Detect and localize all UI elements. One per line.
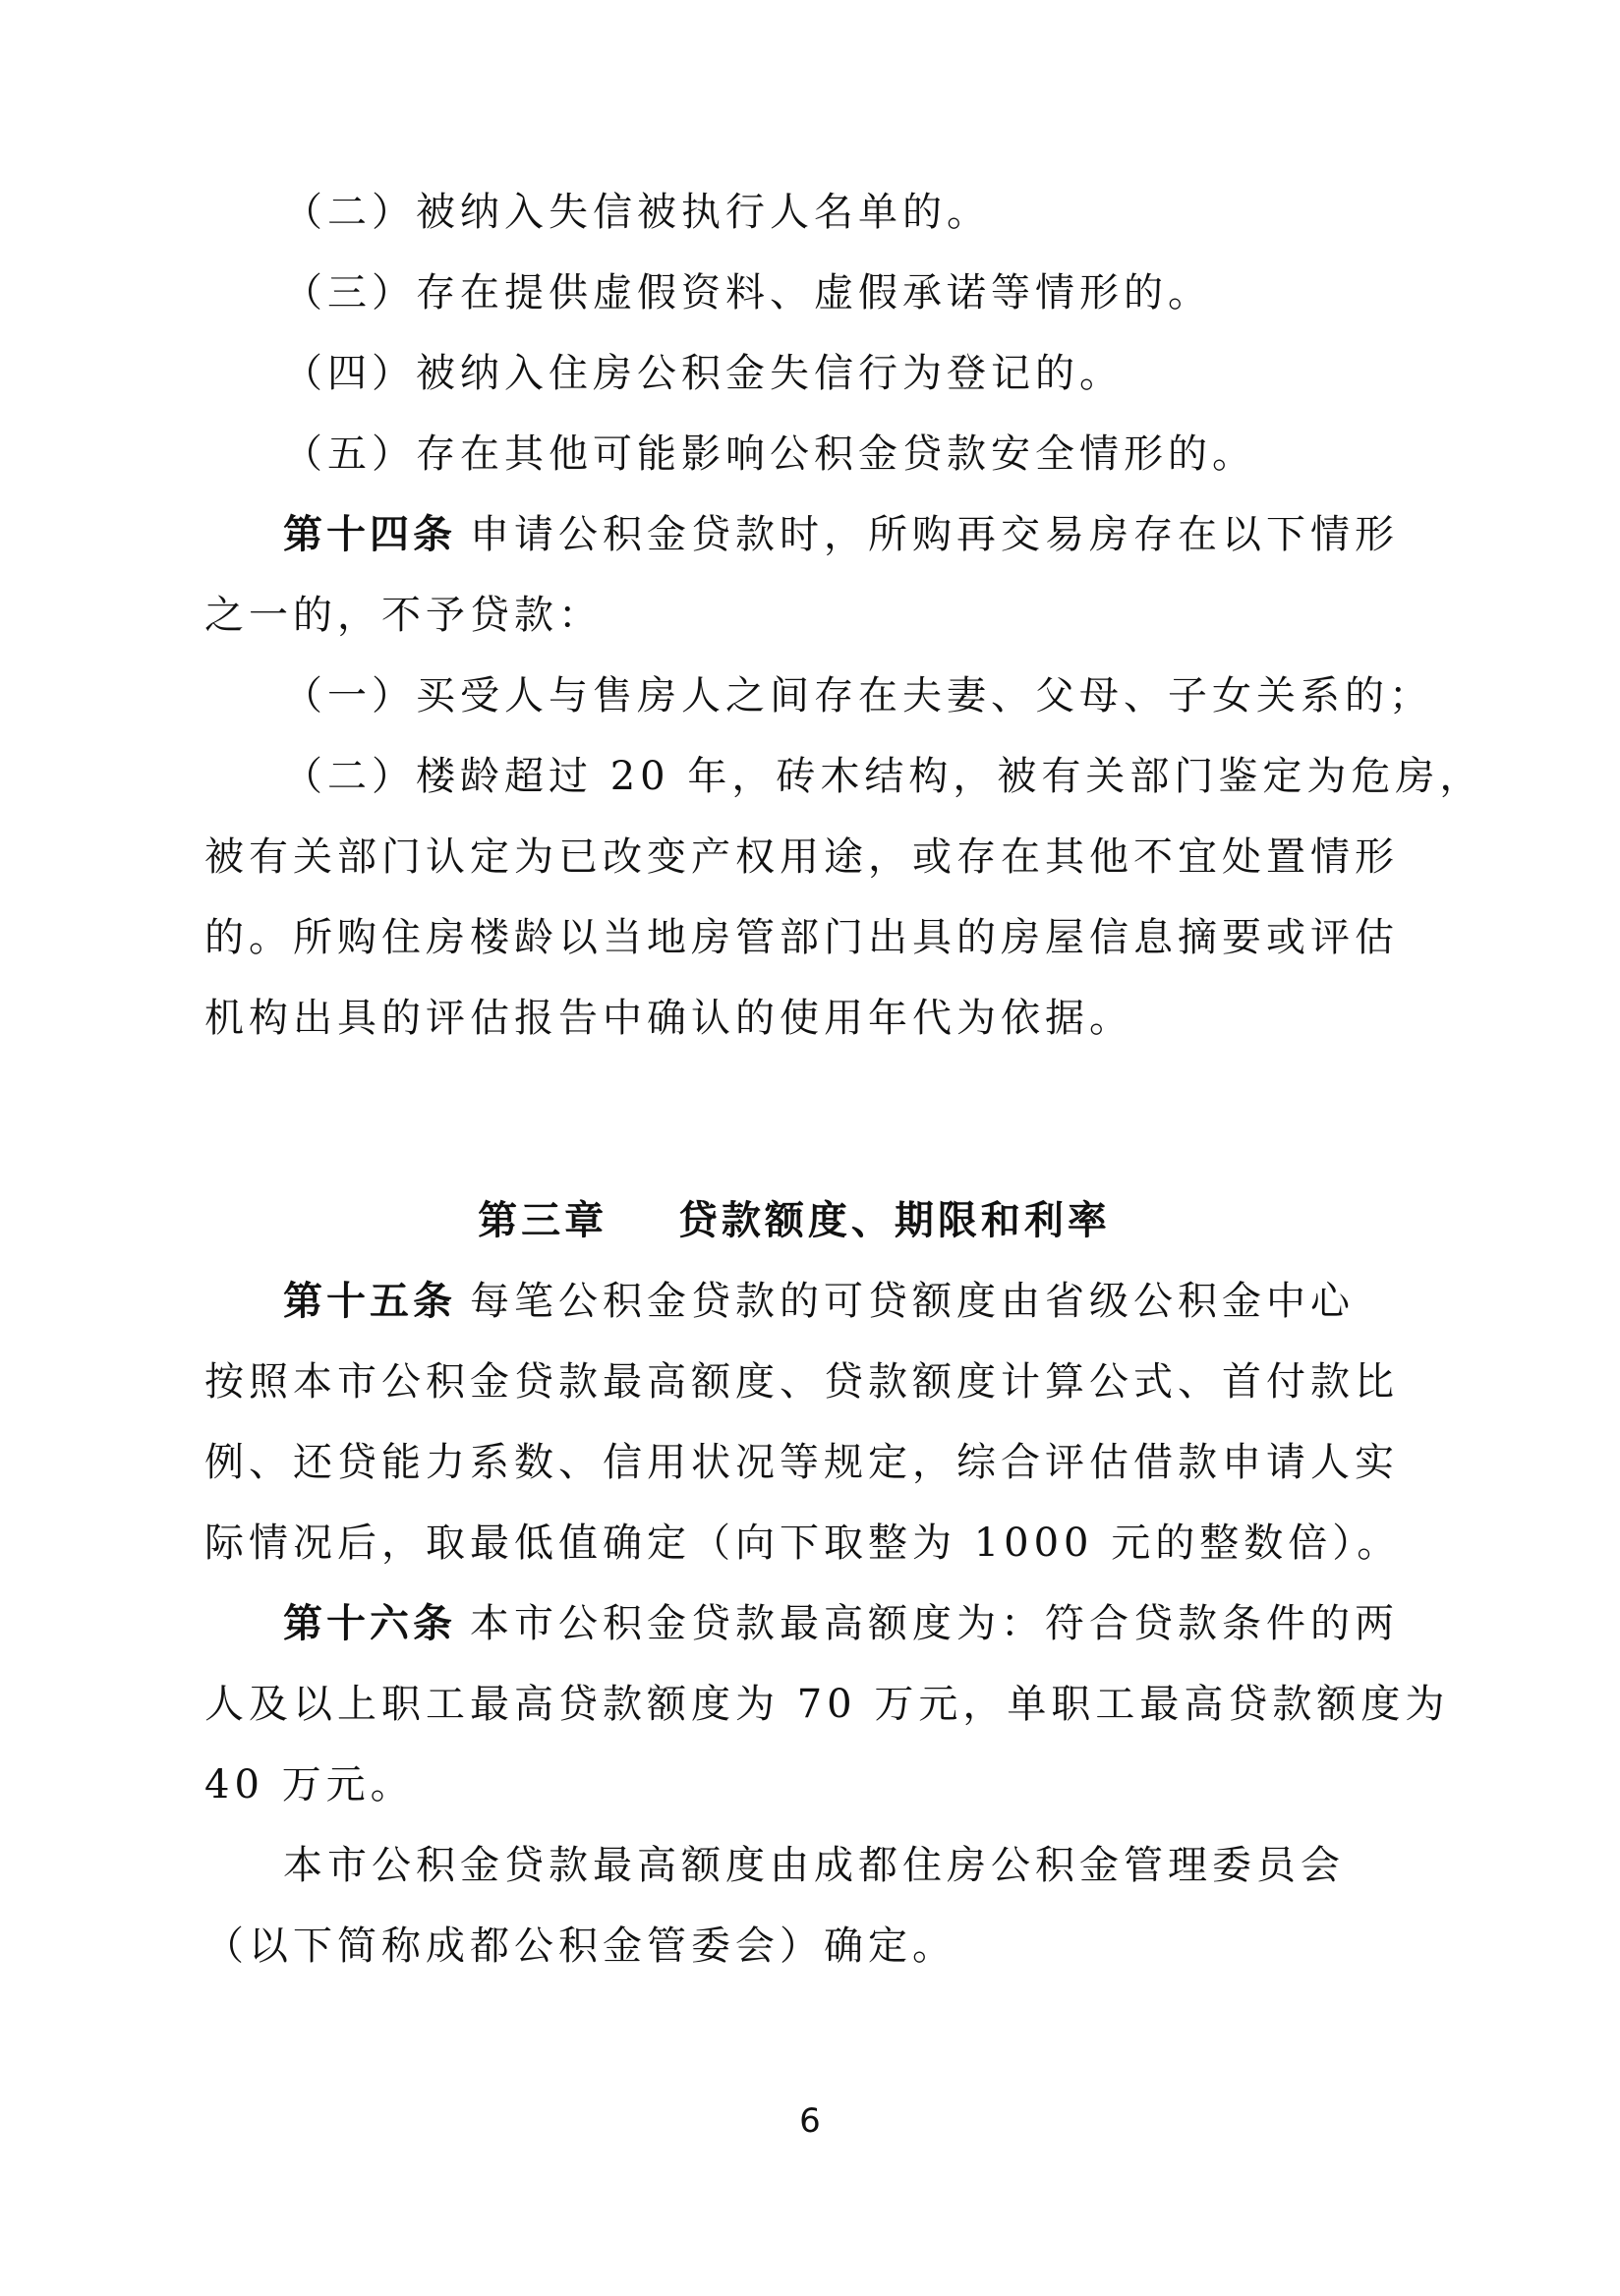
article-14-label: 第十四条	[283, 511, 456, 557]
article-14-item-2-line: 机构出具的评估报告中确认的使用年代为依据。	[204, 996, 1133, 1041]
list-item: （三）存在提供虚假资料、虚假承诺等情形的。	[283, 270, 1212, 316]
list-item: （五）存在其他可能影响公积金贷款安全情形的。	[283, 431, 1256, 477]
article-15-label: 第十五条	[283, 1278, 456, 1324]
article-14-item-1: （一）买受人与售房人之间存在夫妻、父母、子女关系的；	[283, 673, 1433, 718]
article-15-text: 每笔公积金贷款的可贷额度由省级公积金中心	[470, 1279, 1355, 1324]
document-body	[204, 172, 1484, 1986]
article-15-line: 例、还贷能力系数、信用状况等规定，综合评估借款申请人实	[204, 1440, 1399, 1485]
page-number: 6	[799, 2101, 821, 2141]
article-16-first-line	[204, 1583, 1399, 1664]
article-14-item-2-line: 的。所购住房楼龄以当地房管部门出具的房屋信息摘要或评估	[204, 915, 1399, 960]
article-16-text: 本市公积金贷款最高额度为：符合贷款条件的两	[470, 1601, 1399, 1646]
article-14-item-2-line: 被有关部门认定为已改变产权用途，或存在其他不宜处置情形	[204, 834, 1399, 880]
article-15-first-line	[204, 1261, 1384, 1342]
article-14-first-line	[204, 494, 1399, 575]
article-16-paragraph-2: 本市公积金贷款最高额度由成都住房公积金管理委员会	[283, 1843, 1345, 1888]
list-item: （二）被纳入失信被执行人名单的。	[283, 190, 991, 235]
article-14-line: 之一的，不予贷款：	[204, 593, 603, 638]
article-16-paragraph-2-line: （以下简称成都公积金管委会）确定。	[204, 1923, 956, 1969]
article-15-line: 按照本市公积金贷款最高额度、贷款额度计算公式、首付款比	[204, 1359, 1399, 1405]
article-14-item-2: （二）楼龄超过 20 年，砖木结构，被有关部门鉴定为危房，	[283, 754, 1484, 799]
article-14-text: 申请公积金贷款时，所购再交易房存在以下情形	[470, 512, 1399, 557]
article-16-label: 第十六条	[283, 1600, 456, 1646]
list-item: （四）被纳入住房公积金失信行为登记的。	[283, 351, 1124, 396]
chapter-title: 第三章 贷款额度、期限和利率	[478, 1197, 1111, 1243]
article-15-line: 际情况后，取最低值确定（向下取整为 1000 元的整数倍）。	[204, 1521, 1402, 1566]
article-16-line: 人及以上职工最高贷款额度为 70 万元，单职工最高贷款额度为	[204, 1682, 1450, 1727]
article-16-line: 40 万元。	[204, 1762, 415, 1808]
section-spacer	[204, 1059, 1384, 1180]
